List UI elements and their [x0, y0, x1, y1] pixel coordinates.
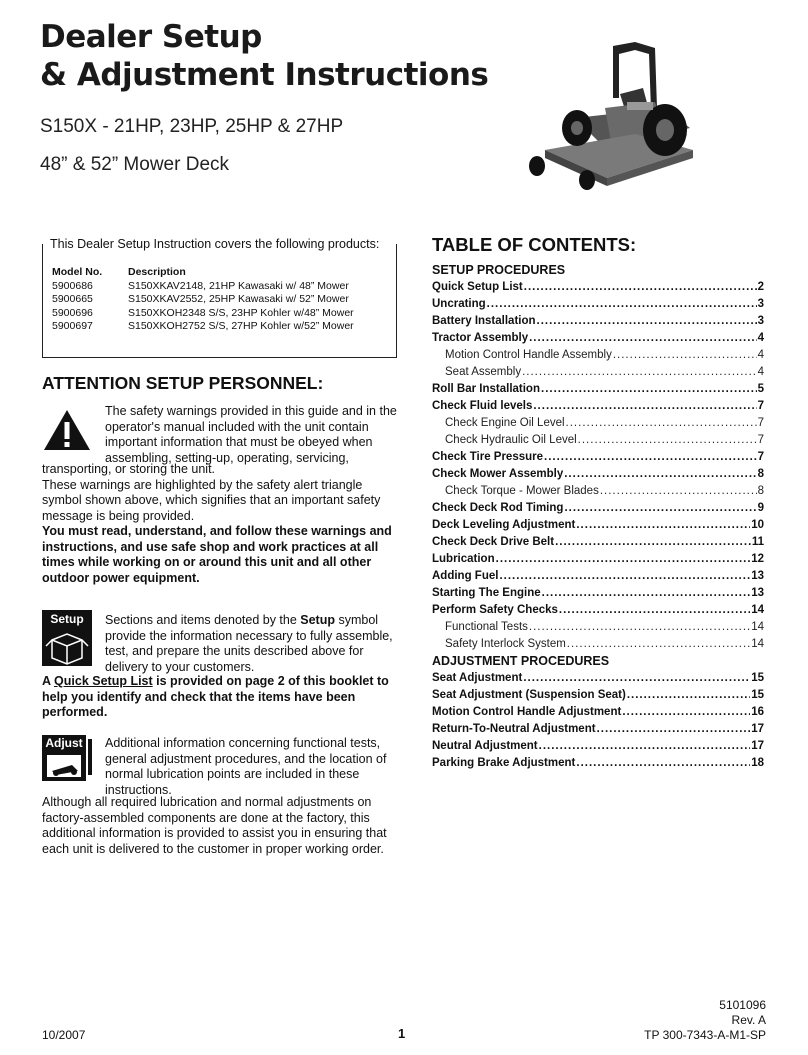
toc-entry[interactable]: [432, 636, 764, 653]
toc-leader-dots: [597, 721, 751, 738]
toc-entry[interactable]: [432, 279, 764, 296]
toc-entry[interactable]: [432, 330, 764, 347]
toc-leader-dots: [533, 398, 756, 415]
toc-leader-dots: [567, 636, 750, 653]
toc-entry-label: Quick Setup List: [432, 281, 523, 293]
toc-entry-label: Starting The Engine: [432, 587, 541, 599]
toc-entry-page: 17: [751, 723, 764, 735]
toc-entry[interactable]: [432, 364, 764, 381]
toc-leader-dots: [487, 296, 757, 313]
toc-entry[interactable]: [432, 483, 764, 500]
models-subtitle: S150X - 21HP, 23HP, 25HP & 27HP: [40, 116, 344, 137]
toc-entry-label: Check Deck Drive Belt: [432, 536, 555, 548]
description: S150XKAV2552, 25HP Kawasaki w/ 52” Mower: [128, 293, 349, 305]
toc-entry-page: 7: [757, 434, 764, 446]
toc-entry-page: 7: [757, 451, 764, 463]
setup-description: [105, 613, 397, 675]
toc-entry[interactable]: [432, 568, 764, 585]
attention-heading: ATTENTION SETUP PERSONNEL:: [42, 373, 324, 393]
mower-illustration: [515, 38, 735, 198]
toc-leader-dots: [566, 415, 757, 432]
toc-entry-page: 5: [757, 383, 764, 395]
col-header-description: Description: [128, 266, 186, 278]
deck-subtitle: 48” & 52” Mower Deck: [40, 154, 230, 175]
toc-leader-dots: [576, 755, 750, 772]
toc-entry-page: 3: [757, 298, 764, 310]
toc-entry-label: Check Deck Rod Timing: [432, 502, 564, 514]
toc-entry[interactable]: [432, 313, 764, 330]
toc-entry[interactable]: [432, 449, 764, 466]
footer-part-info: [644, 998, 766, 1043]
toc-entry-label: Check Fluid levels: [432, 400, 533, 412]
toc-entry-label: Safety Interlock System: [445, 638, 566, 650]
part-number: 5101096: [719, 998, 766, 1012]
toc-entry[interactable]: [432, 398, 764, 415]
safety-warning-text: The safety warnings provided in this guide and in the operator's manual included with the unit contain important information that must be obeyed when assembling, setting-up, operating, servicing,: [105, 404, 397, 465]
toc-entry-page: 14: [751, 621, 764, 633]
model-no: 5900665: [52, 293, 93, 305]
model-no: 5900697: [52, 320, 93, 332]
adjust-description: Additional information concerning functional tests, general adjustment procedures, and the location of normal lubrication points are included in these instructions.: [105, 736, 387, 797]
toc-entry-page: 4: [757, 349, 764, 361]
warning-triangle-icon: [42, 408, 92, 452]
toc-entry-page: 10: [751, 519, 764, 531]
toc-entry-label: Lubrication: [432, 553, 495, 565]
toc-leader-dots: [627, 687, 750, 704]
must-read-text: You must read, understand, and follow these warnings and instructions, and use safe shop and work practices at all times while working on or around this unit and all other outdoor power equipment.: [42, 524, 392, 585]
toc-entry[interactable]: [432, 517, 764, 534]
toc-entry[interactable]: [432, 687, 764, 704]
toc-entry-label: Parking Brake Adjustment: [432, 757, 576, 769]
toc-entry-label: Neutral Adjustment: [432, 740, 538, 752]
toc-entry[interactable]: [432, 755, 764, 772]
footer-date: 10/2007: [42, 1028, 86, 1042]
table-of-contents: [432, 262, 764, 772]
page-title: [40, 18, 488, 94]
toc-leader-dots: [559, 602, 750, 619]
toc-entry-label: Functional Tests: [445, 621, 528, 633]
toc-entry-page: 11: [751, 536, 764, 548]
products-header-row: [52, 266, 354, 280]
toc-entry-label: Check Torque - Mower Blades: [445, 485, 599, 497]
toc-adjust-heading: ADJUSTMENT PROCEDURES: [432, 654, 610, 668]
table-row: [52, 320, 354, 334]
toc-entry[interactable]: [432, 738, 764, 755]
toc-setup-heading: SETUP PROCEDURES: [432, 263, 566, 277]
toc-entry[interactable]: [432, 619, 764, 636]
toc-entry-page: 13: [751, 570, 764, 582]
toc-entry[interactable]: [432, 704, 764, 721]
toc-leader-dots: [529, 330, 757, 347]
toc-leader-dots: [578, 432, 757, 449]
toc-leader-dots: [522, 364, 757, 381]
safety-warning-text-cont: [42, 462, 397, 586]
toc-leader-dots: [544, 449, 757, 466]
toc-leader-dots: [600, 483, 757, 500]
adjust-badge-label: Adjust: [45, 736, 83, 750]
toc-leader-dots: [524, 279, 757, 296]
setup-badge-label: Setup: [50, 612, 84, 626]
toc-leader-dots: [564, 500, 756, 517]
toc-entry[interactable]: [432, 551, 764, 568]
toc-entry-page: 9: [757, 502, 764, 514]
table-row: [52, 293, 354, 307]
toc-entry-label: Seat Assembly: [445, 366, 522, 378]
toc-entry-page: 15: [751, 672, 764, 684]
toc-entry-page: 14: [751, 638, 764, 650]
toc-entry[interactable]: [432, 415, 764, 432]
toc-entry-page: 4: [757, 366, 764, 378]
toc-entry-label: Tractor Assembly: [432, 332, 529, 344]
toc-entry-page: 7: [757, 400, 764, 412]
toc-heading: TABLE OF CONTENTS:: [432, 234, 637, 255]
toc-entry-label: Check Hydraulic Oil Level: [445, 434, 577, 446]
toc-entry[interactable]: [432, 381, 764, 398]
toc-entry[interactable]: [432, 296, 764, 313]
toc-entry-page: 7: [757, 417, 764, 429]
toc-entry[interactable]: [432, 534, 764, 551]
toc-leader-dots: [564, 466, 756, 483]
toc-leader-dots: [541, 381, 757, 398]
alert-symbol-text: These warnings are highlighted by the safety alert triangle symbol shown above, which signifies that an important safety message is being provided.: [42, 477, 381, 523]
description: S150XKOH2752 S/S, 27HP Kohler w/52” Mower: [128, 320, 354, 332]
toc-entry-page: 14: [751, 604, 764, 616]
toc-leader-dots: [539, 738, 751, 755]
tp-number: TP 300-7343-A-M1-SP: [644, 1028, 766, 1042]
toc-entry-page: 3: [757, 315, 764, 327]
adjust-note: Although all required lubrication and normal adjustments on factory-assembled components are done at the factory, this additional information is provided to assist you in ensuring that each unit is delivered to the customer in proper working order.: [42, 795, 387, 856]
toc-leader-dots: [542, 585, 751, 602]
toc-entry-label: Roll Bar Installation: [432, 383, 540, 395]
products-caption: This Dealer Setup Instruction covers the following products:: [46, 237, 383, 251]
setup-text-b: Setup: [300, 613, 335, 627]
quick-setup-list-link[interactable]: Quick Setup List: [54, 674, 153, 688]
toc-entry-label: Adding Fuel: [432, 570, 499, 582]
toc-entry-label: Motion Control Handle Assembly: [445, 349, 612, 361]
toc-entry-page: 18: [751, 757, 764, 769]
toc-entry[interactable]: [432, 670, 764, 687]
toc-leader-dots: [496, 551, 751, 568]
model-no: 5900686: [52, 279, 93, 292]
toc-entry-label: Uncrating: [432, 298, 486, 310]
table-row: [52, 307, 354, 321]
toc-entry-page: 8: [757, 468, 764, 480]
toc-entry-page: 13: [751, 587, 764, 599]
toc-leader-dots: [576, 517, 750, 534]
toc-entry-page: 15: [751, 689, 764, 701]
toc-entry-page: 4: [757, 332, 764, 344]
toc-entry-label: Seat Adjustment (Suspension Seat): [432, 689, 626, 701]
quick-a: A: [42, 674, 55, 688]
toc-leader-dots: [613, 347, 757, 364]
toc-entry-label: Seat Adjustment: [432, 672, 523, 684]
toc-entry-label: Return-To-Neutral Adjustment: [432, 723, 596, 735]
toc-entry-label: Perform Safety Checks: [432, 604, 558, 616]
toc-leader-dots: [622, 704, 750, 721]
toc-leader-dots: [499, 568, 750, 585]
products-table: [52, 266, 354, 334]
toc-leader-dots: [555, 534, 751, 551]
col-header-model: Model No.: [52, 266, 103, 278]
toc-entry[interactable]: [432, 347, 764, 364]
toc-entry-label: Check Tire Pressure: [432, 451, 544, 463]
model-no: 5900696: [52, 306, 93, 319]
toc-adjust-list: [432, 670, 764, 772]
toc-entry-label: Motion Control Handle Adjustment: [432, 706, 622, 718]
toc-leader-dots: [523, 670, 750, 687]
toc-leader-dots: [537, 313, 757, 330]
title-line-1: Dealer Setup: [40, 19, 262, 55]
toc-setup-list: [432, 279, 764, 653]
toc-entry-label: Check Mower Assembly: [432, 468, 564, 480]
revision: Rev. A: [731, 1013, 766, 1027]
description: S150XKAV2148, 21HP Kawasaki w/ 48” Mower: [128, 279, 349, 292]
toc-entry[interactable]: [432, 721, 764, 738]
toc-entry[interactable]: [432, 466, 764, 483]
description: S150XKOH2348 S/S, 23HP Kohler w/48” Mower: [128, 306, 354, 319]
toc-entry-page: 8: [757, 485, 764, 497]
toc-leader-dots: [529, 619, 750, 636]
page-number: 1: [398, 1026, 406, 1041]
quick-b: is provided on page 2 of this booklet to help you identify and check that the items have been performed.: [42, 674, 389, 719]
title-line-2: & Adjustment Instructions: [40, 57, 489, 93]
quick-setup-note: [42, 674, 397, 721]
toc-entry-label: Battery Installation: [432, 315, 536, 327]
toc-entry-page: 17: [751, 740, 764, 752]
table-row: [52, 280, 354, 294]
safety-warning-cont: transporting, or storing the unit.: [42, 462, 216, 476]
setup-text-a: Sections and items denoted by the: [105, 613, 301, 627]
toc-entry[interactable]: [432, 432, 764, 449]
toc-entry[interactable]: [432, 500, 764, 517]
toc-entry[interactable]: [432, 602, 764, 619]
toc-entry[interactable]: [432, 585, 764, 602]
toc-entry-page: 2: [757, 281, 764, 293]
toc-entry-label: Deck Leveling Adjustment: [432, 519, 576, 531]
toc-entry-page: 16: [751, 706, 764, 718]
toc-entry-label: Check Engine Oil Level: [445, 417, 565, 429]
setup-text-c: symbol provide the information necessary to fully assemble, test, and prepare the units described above for delivery to your customers.: [105, 613, 393, 674]
toc-entry-page: 12: [751, 553, 764, 565]
